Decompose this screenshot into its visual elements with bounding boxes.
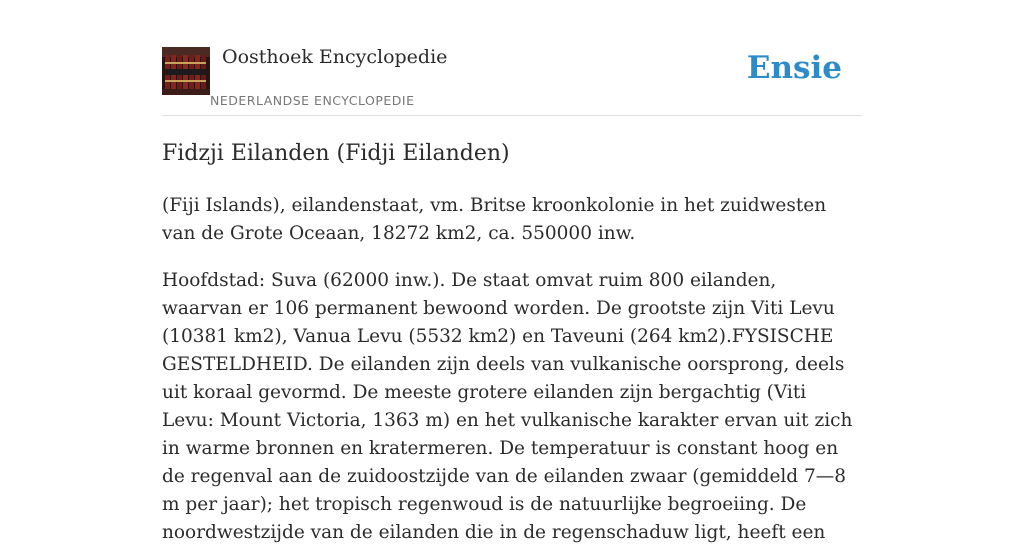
ensie-logo[interactable]: Ensie — [746, 50, 842, 86]
article-paragraph-body: Hoofdstad: Suva (62000 inw.). De staat omvat ruim 800 eilanden, waarvan er 106 permanent bewoond worden. De grootste zijn Viti Levu (10381 km2), Vanua Levu (5532 km2) en Taveuni (264 km2).FYSISCHE GESTELDHEID. De eilanden zijn deels van vulkanische oorsprong, deels uit koraal gevormd. De meeste grotere eilanden zijn bergachtig (Viti Levu: Mount Victoria, 1363 m) en het vulkanische karakter ervan uit zich in warme bronnen en kratermeren. De temperatuur is constant hoog en de regenval aan de zuidoostzijde van de eilanden zwaar (gemiddeld 7—8 m per jaar); het tropisch regenwoud is de natuurlijke begroeiing. De noordwestzijde van de eilanden die in de regenschaduw ligt, heeft een — [162, 270, 853, 543]
header-divider — [162, 115, 862, 116]
books-icon — [162, 47, 210, 95]
article-paragraph-intro: (Fiji Islands), eilandenstaat, vm. Britse kroonkolonie in het zuidwesten van de Grote Oceaan, 18272 km2, ca. 550000 inw. — [162, 195, 827, 244]
article-title: Fidzji Eilanden (Fidji Eilanden) — [162, 141, 510, 166]
source-subtitle: NEDERLANDSE ENCYCLOPEDIE — [210, 93, 415, 108]
source-title[interactable]: Oosthoek Encyclopedie — [222, 46, 448, 68]
source-header — [162, 44, 862, 116]
encyclopedia-books-avatar[interactable] — [162, 47, 210, 95]
article — [162, 138, 862, 547]
